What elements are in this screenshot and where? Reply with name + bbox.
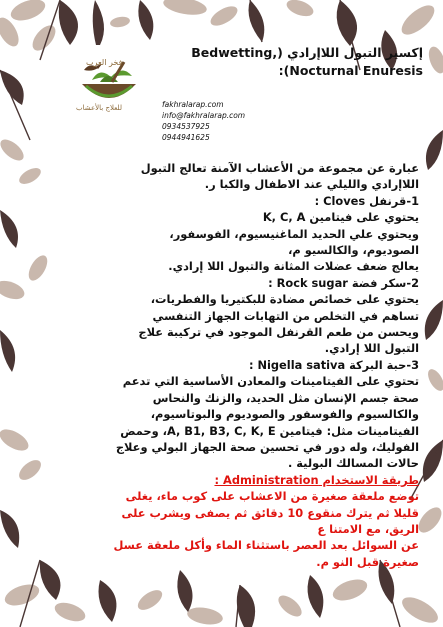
cloves-vitamins: يحتوي على فيتامين K, C, A	[262, 210, 419, 225]
contact-phone-2: 0944941625	[162, 133, 210, 142]
contact-block	[162, 99, 245, 143]
nigella-heading: 3-حبة البركة Nigella sativa :	[248, 357, 419, 372]
cloves-minerals: ويحتوي علي الحديد الماغنيسيوم، الفوسفور، الصوديوم، والكالسيو م،	[169, 226, 419, 258]
contact-website[interactable]: fakhralarap.com	[162, 100, 224, 109]
page-title: إكسير التبول اللاإرادي (Bedwetting, Nocturnal Enuresis):	[191, 45, 423, 78]
usage-text-1: توضع ملعقة صغيرة من الاعشاب على كوب ماء، يغلى قليلا ثم يترك منقوع 10 دقائق ثم يصفى ويشرب على الريق، مع الامتنا ع	[121, 489, 419, 536]
nigella-vitamins: الفيتامينات مثل: فيتامين A, B1, B3, C, K, E، وحمض الفوليك، وله دور في تحسين صحة الجهاز البولي وعلاج حالات المسالك البولية .	[115, 423, 419, 471]
nigella-text: تحتوي على الفيتامينات والمعادن الأساسية التي تدعم صحة جسم الإنسان مثل الحديد، والزنك والنحاس والكالسيوم والفوسفور والصوديوم والبوتاسيوم،	[122, 374, 419, 422]
contact-phone-1: 0934537925	[162, 122, 210, 131]
logo-bottom-text: للعلاج بالأعشاب	[76, 104, 122, 112]
cloves-benefit: يعالج ضعف عضلات المثانة والتبول اللا إرادي.	[168, 259, 419, 274]
usage-heading: طريقة الاستخدام Administration :	[214, 472, 419, 487]
rocksugar-heading: 2-سكر فضة Rock sugar :	[268, 275, 419, 290]
usage-text-2: عن السوائل بعد العصر باستثناء الماء وأكل ملعقة عسل صغيرة قبل النو م.	[113, 538, 419, 569]
rocksugar-text: يحتوي على خصائص مضادة للبكتيريا والفطريات، تساهم في التخلص من التهابات الجهاز التنفسي ويحسن من طعم القرنفل الموجود في تركيبة علاج التبول اللا إرادي.	[138, 292, 419, 356]
logo-top-text: فخر العرب	[86, 58, 123, 67]
cloves-heading: 1-قرنفل Cloves :	[314, 193, 419, 208]
contact-email[interactable]: info@fakhralarap.com	[162, 111, 246, 120]
body-text	[112, 160, 419, 570]
intro-paragraph: عبارة عن مجموعة من الأعشاب الآمنة تعالج التبول اللاإرادي والليلي عند الاطفال والكبا ر.	[140, 161, 419, 192]
